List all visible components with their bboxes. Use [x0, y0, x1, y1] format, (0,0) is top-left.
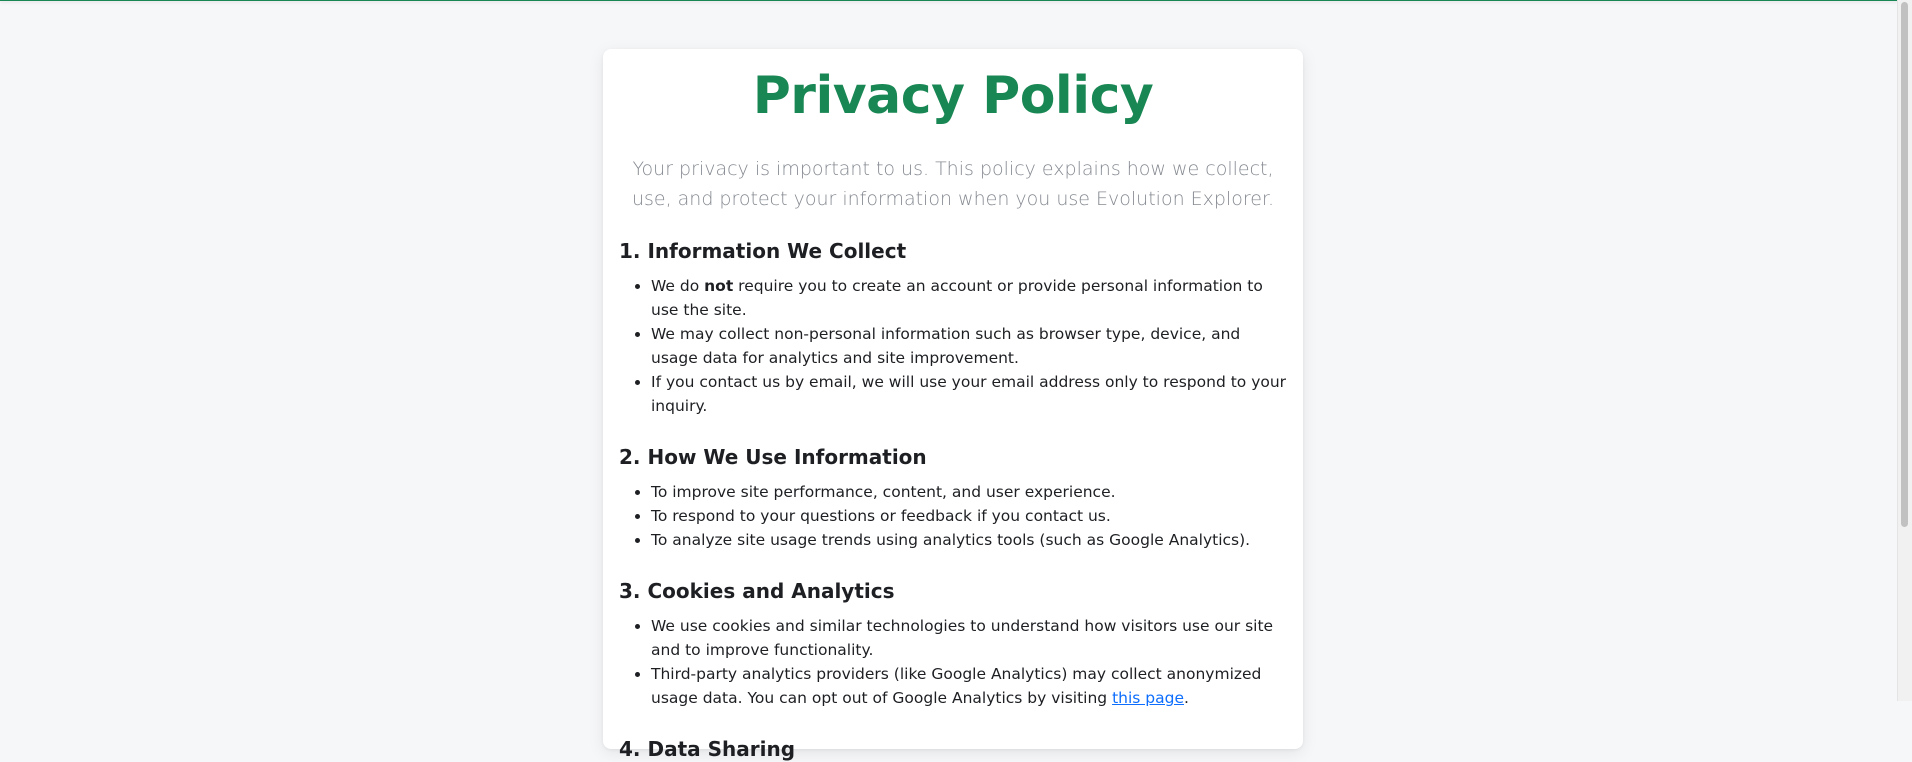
list-item: • To analyze site usage trends using analytics tools (such as Google Analytics).: [651, 528, 1287, 552]
list-item: • We use cookies and similar technologies to understand how visitors use our site and to improve functionality.: [651, 614, 1287, 662]
intro-text: Your privacy is important to us. This policy explains how we collect, use, and protect your information when you use Evolution Explorer.: [631, 158, 1275, 210]
section-data-sharing: [619, 736, 1287, 762]
section-heading: 2. How We Use Information: [619, 445, 927, 469]
section-list: [619, 274, 1287, 418]
section-list: [619, 614, 1287, 710]
list-item: • If you contact us by email, we will use your email address only to respond to your inquiry.: [651, 370, 1287, 418]
list-item: • We may collect non-personal information such as browser type, device, and usage data for analytics and site improvement.: [651, 322, 1287, 370]
section-heading: 1. Information We Collect: [619, 239, 907, 263]
emphasis-text: not: [704, 277, 734, 295]
list-item: [651, 662, 1287, 710]
opt-out-link[interactable]: this page: [1112, 689, 1184, 707]
section-list: [619, 480, 1287, 552]
page-title: Privacy Policy: [752, 66, 1154, 126]
section-heading: 3. Cookies and Analytics: [619, 579, 895, 603]
section-how-we-use-information: [619, 444, 1287, 552]
top-accent-bar: [0, 0, 1898, 1]
section-information-we-collect: [619, 238, 1287, 418]
scrollbar-thumb[interactable]: [1901, 2, 1908, 527]
page-scrollbar[interactable]: [1897, 0, 1912, 701]
list-item: [651, 274, 1287, 322]
list-item-text: .: [1184, 689, 1189, 707]
list-item: • To improve site performance, content, and user experience.: [651, 480, 1287, 504]
list-item-text: Third-party analytics providers (like Google Analytics) may collect anonymized usage data. You can opt out of Google Analytics by visiting: [651, 665, 1262, 707]
list-item: • To respond to your questions or feedback if you contact us.: [651, 504, 1287, 528]
section-cookies-and-analytics: [619, 578, 1287, 710]
list-item-text: We do: [651, 277, 705, 295]
privacy-policy-card: [603, 49, 1303, 761]
list-item-text: require you to create an account or provide personal information to use the site.: [651, 277, 1263, 319]
section-heading: 4. Data Sharing: [619, 737, 796, 761]
